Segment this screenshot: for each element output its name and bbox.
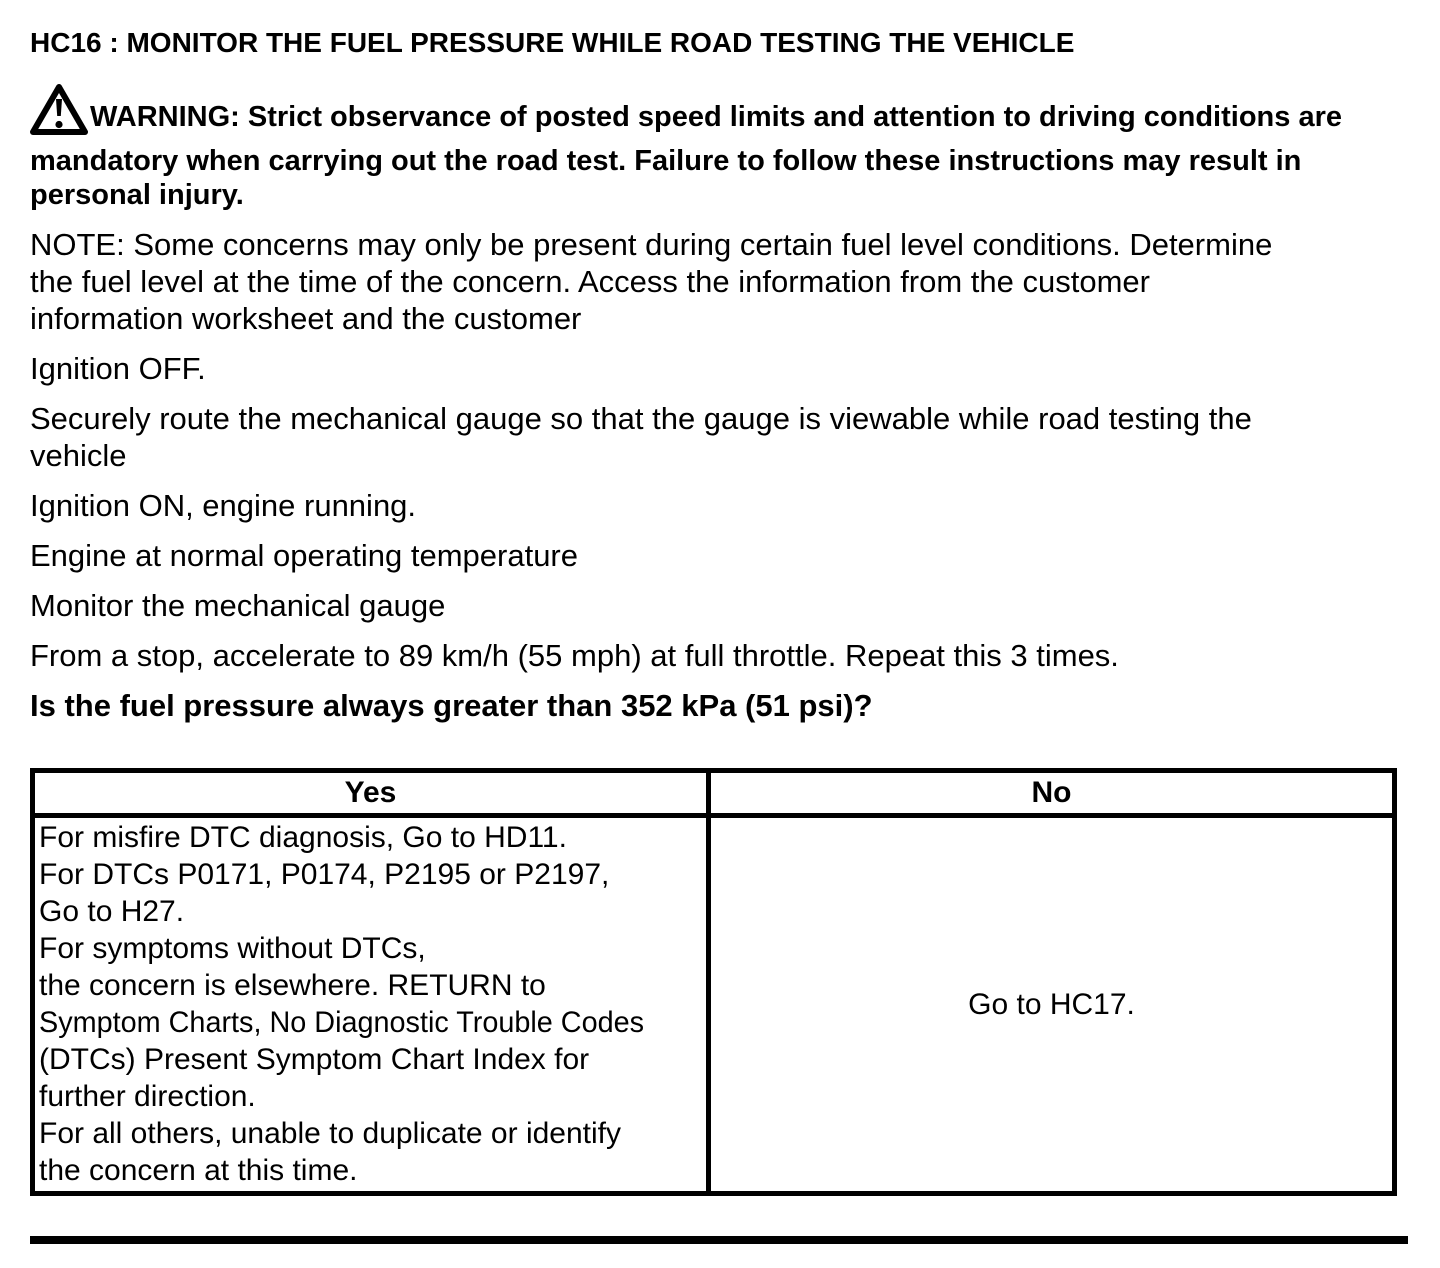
warning-line: mandatory when carrying out the road test. Failure to follow these instructions may result in <box>30 145 1302 177</box>
step-ignition-on <box>30 487 1410 524</box>
yes-cell-line: For all others, unable to duplicate or identify <box>39 1117 621 1150</box>
step-line: vehicle <box>30 438 127 473</box>
decision-table-header-row <box>33 771 1395 816</box>
question-paragraph <box>30 687 1410 724</box>
yes-cell-line: For DTCs P0171, P0174, P2195 or P2197, <box>39 858 610 891</box>
step-line: Engine at normal operating temperature <box>30 538 578 573</box>
yes-cell-line: the concern at this time. <box>39 1154 358 1187</box>
warning-line <box>30 84 1410 144</box>
decision-table-body-row <box>33 816 1395 1194</box>
yes-cell-line: For misfire DTC diagnosis, Go to HD11. <box>39 821 567 854</box>
yes-cell-line: For symptoms without DTCs, <box>39 932 426 965</box>
step-route-gauge <box>30 400 1410 474</box>
step-accelerate <box>30 637 1410 674</box>
step-line: Ignition OFF. <box>30 351 206 386</box>
yes-cell-line: the concern is elsewhere. RETURN to <box>39 969 546 1002</box>
step-monitor-gauge <box>30 587 1410 624</box>
page-title: HC16 : MONITOR THE FUEL PRESSURE WHILE ROAD TESTING THE VEHICLE <box>30 27 1075 58</box>
yes-cell <box>33 816 709 1194</box>
warning-line: personal injury. <box>30 179 244 211</box>
note-line: NOTE: Some concerns may only be present during certain fuel level conditions. Determine <box>30 227 1273 262</box>
warning-paragraph <box>30 84 1410 212</box>
yes-cell-line: (DTCs) Present Symptom Chart Index for <box>39 1043 590 1076</box>
note-paragraph <box>30 226 1410 337</box>
question-text: Is the fuel pressure always greater than 352 kPa (51 psi)? <box>30 688 873 723</box>
step-line: Ignition ON, engine running. <box>30 488 417 523</box>
no-cell <box>709 816 1395 1194</box>
step-line: Monitor the mechanical gauge <box>30 588 446 623</box>
bottom-rule <box>30 1236 1408 1244</box>
step-line: From a stop, accelerate to 89 km/h (55 mph) at full throttle. Repeat this 3 times. <box>30 638 1119 673</box>
yes-cell-line: Symptom Charts, No Diagnostic Trouble Codes <box>39 1006 645 1039</box>
decision-table <box>30 768 1397 1196</box>
yes-cell-line: further direction. <box>39 1080 256 1113</box>
note-line: information worksheet and the customer <box>30 301 582 336</box>
step-line: Securely route the mechanical gauge so that the gauge is viewable while road testing the <box>30 401 1252 436</box>
step-ignition-off <box>30 350 1410 387</box>
no-cell-text: Go to HC17. <box>968 987 1135 1021</box>
warning-triangle-icon <box>30 84 88 144</box>
column-header-yes: Yes <box>33 771 709 816</box>
note-line: the fuel level at the time of the concern. Access the information from the customer <box>30 264 1150 299</box>
step-engine-temp <box>30 537 1410 574</box>
column-header-no: No <box>709 771 1395 816</box>
yes-cell-line: Go to H27. <box>39 895 185 928</box>
warning-text-line: WARNING: Strict observance of posted speed limits and attention to driving conditions are <box>90 101 1342 133</box>
